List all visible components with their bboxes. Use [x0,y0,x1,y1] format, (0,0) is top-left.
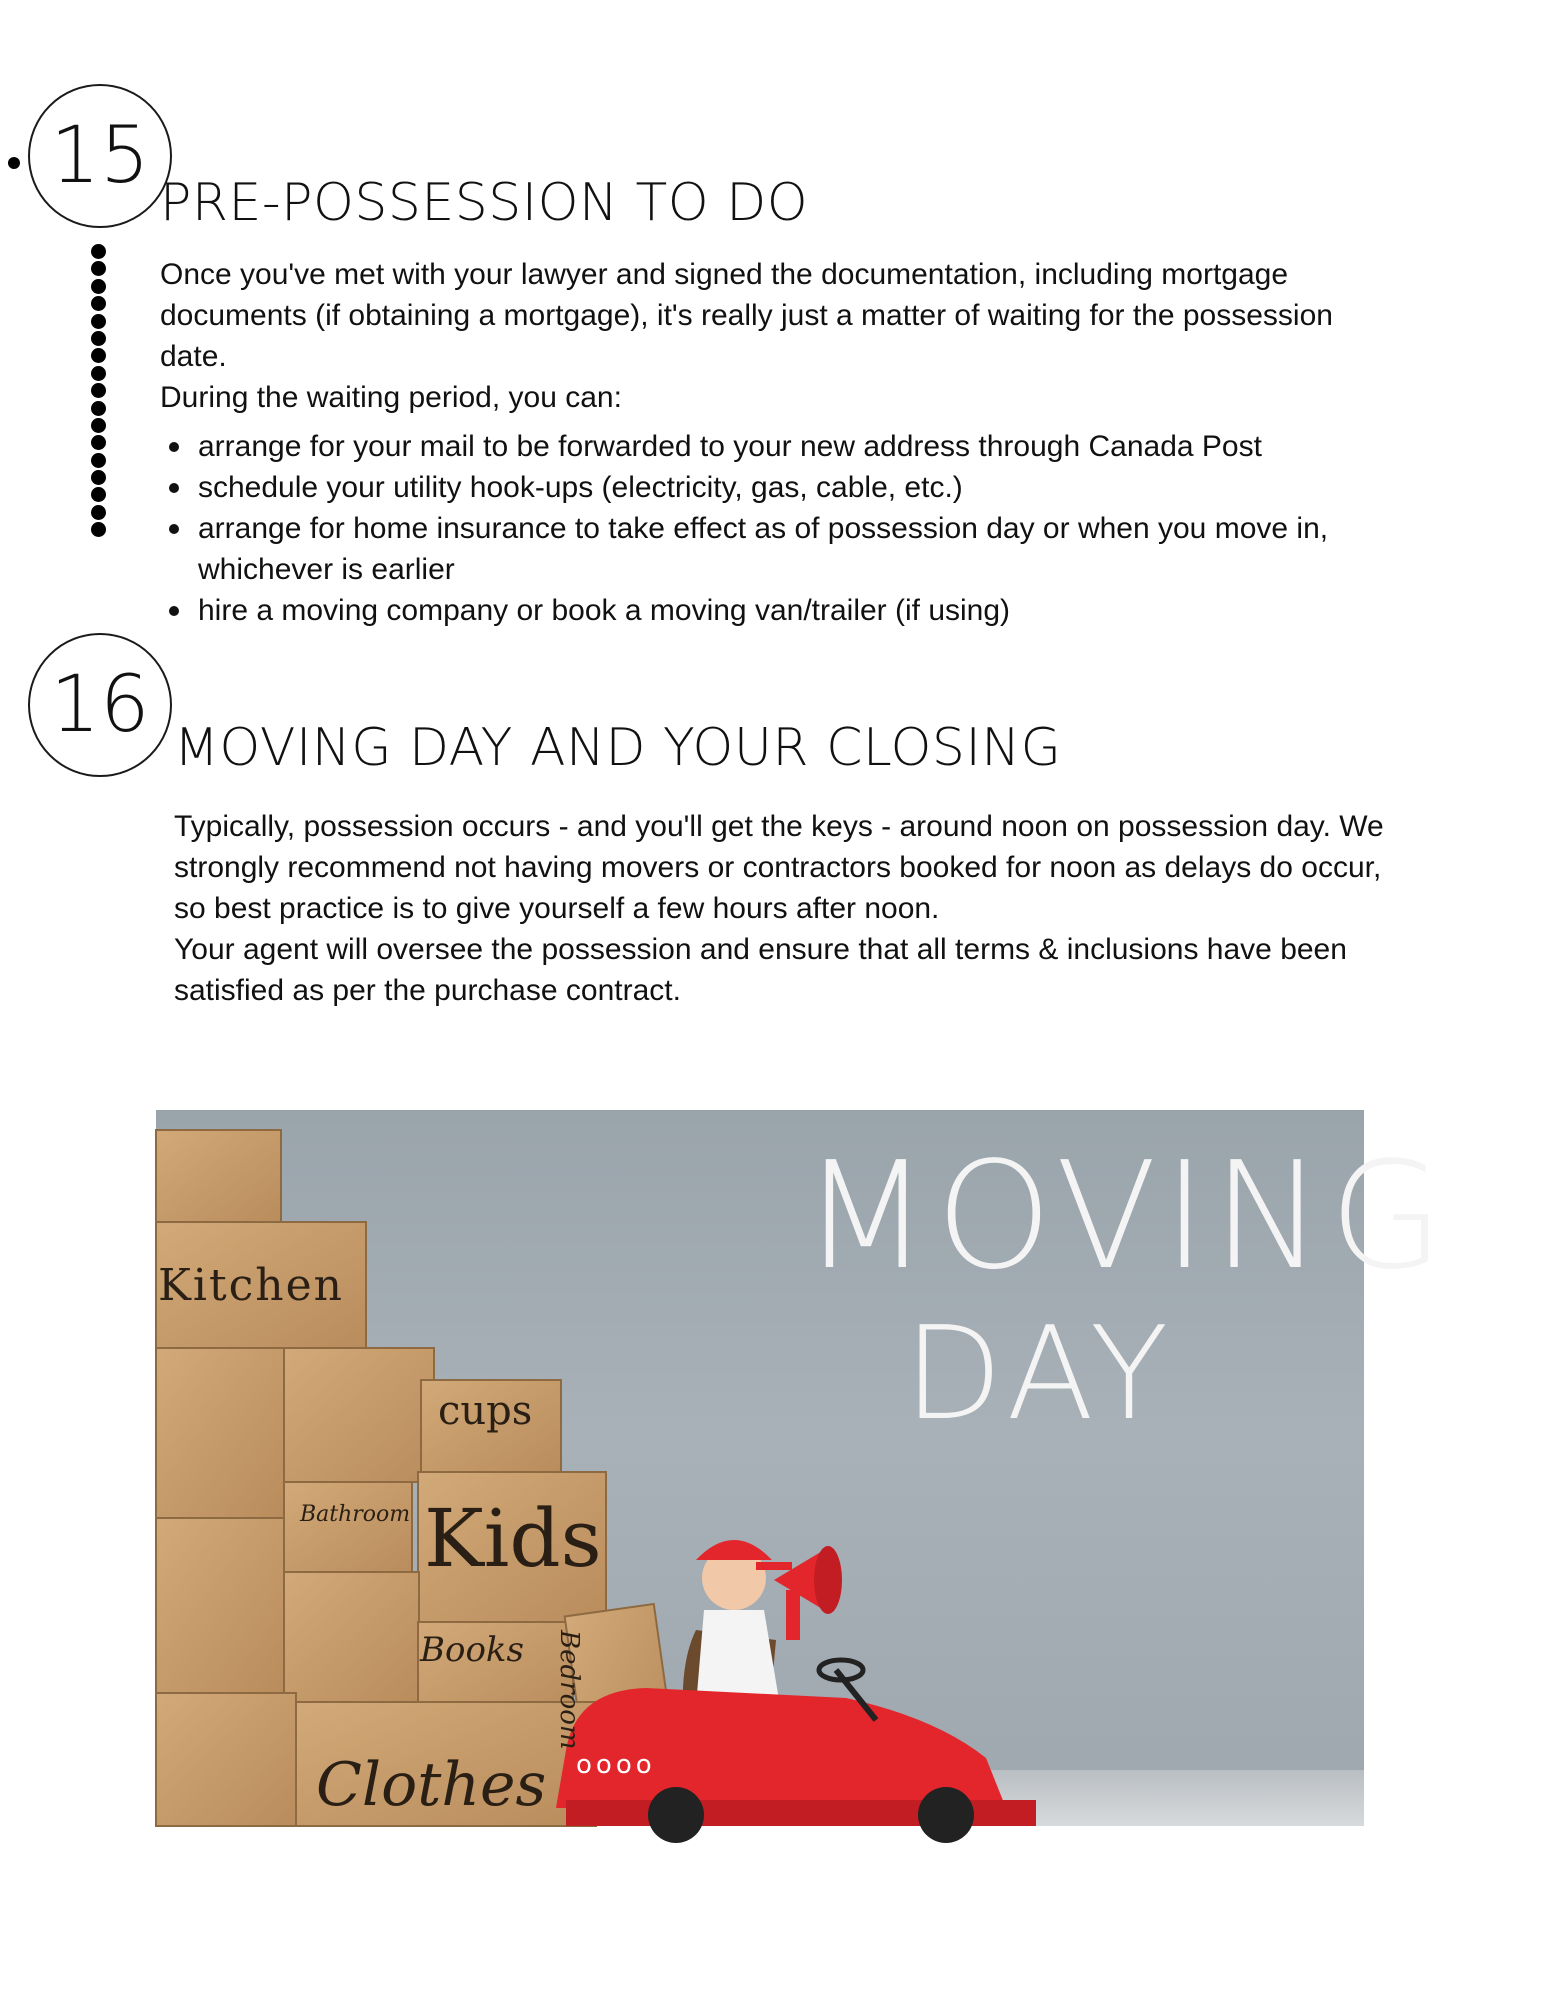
box-label-bedroom: Bedroom [554,1630,584,1750]
section-15-paragraph: Once you've met with your lawyer and signed the documentation, including mortgage documents (if obtaining a mortgage), it's really just a matter of waiting for the possession date. [160,258,1333,373]
section-16-title: MOVING DAY AND YOUR CLOSING [174,718,1062,778]
section-16-paragraph-1: Typically, possession occurs - and you'll get the keys - around noon on possession day. We strongly recommend not having movers or contractors booked for noon as delays do occur, so best practice is to give yourself a few hours after noon. [174,810,1384,925]
moving-day-photo [156,1110,1450,1826]
box-label-kitchen: Kitchen [158,1260,344,1311]
step-number-16: 16 [28,633,172,777]
section-15-lead-in: During the waiting period, you can: [160,381,622,414]
car-decal-text: oooo [576,1750,656,1780]
chalk-text-day: DAY [904,1300,1175,1449]
chalk-text-moving: MOVING [802,1130,1450,1302]
list-item: hire a moving company or book a moving van/trailer (if using) [198,590,1380,631]
list-item: arrange for your mail to be forwarded to your new address through Canada Post [198,426,1380,467]
box-label-books: Books [420,1630,524,1670]
step-number-15: 15 [28,84,172,228]
section-16-body [174,806,1394,1011]
box-label-kids: Kids [424,1492,602,1585]
section-15-title: PRE-POSSESSION TO DO [160,173,809,233]
list-item: arrange for home insurance to take effect as of possession day or when you move in, whichever is earlier [198,508,1380,590]
section-15-body [160,254,1380,631]
pre-possession-todo-list [160,426,1380,631]
box-label-cups: cups [438,1388,533,1434]
timeline-dotted-connector [91,244,107,540]
box-label-clothes: Clothes [316,1750,547,1820]
box-label-bathroom: Bathroom [300,1502,411,1527]
timeline-lead-dot [8,157,20,169]
section-16-paragraph-2: Your agent will oversee the possession and ensure that all terms & inclusions have been satisfied as per the purchase contract. [174,933,1347,1007]
list-item: schedule your utility hook-ups (electricity, gas, cable, etc.) [198,467,1380,508]
